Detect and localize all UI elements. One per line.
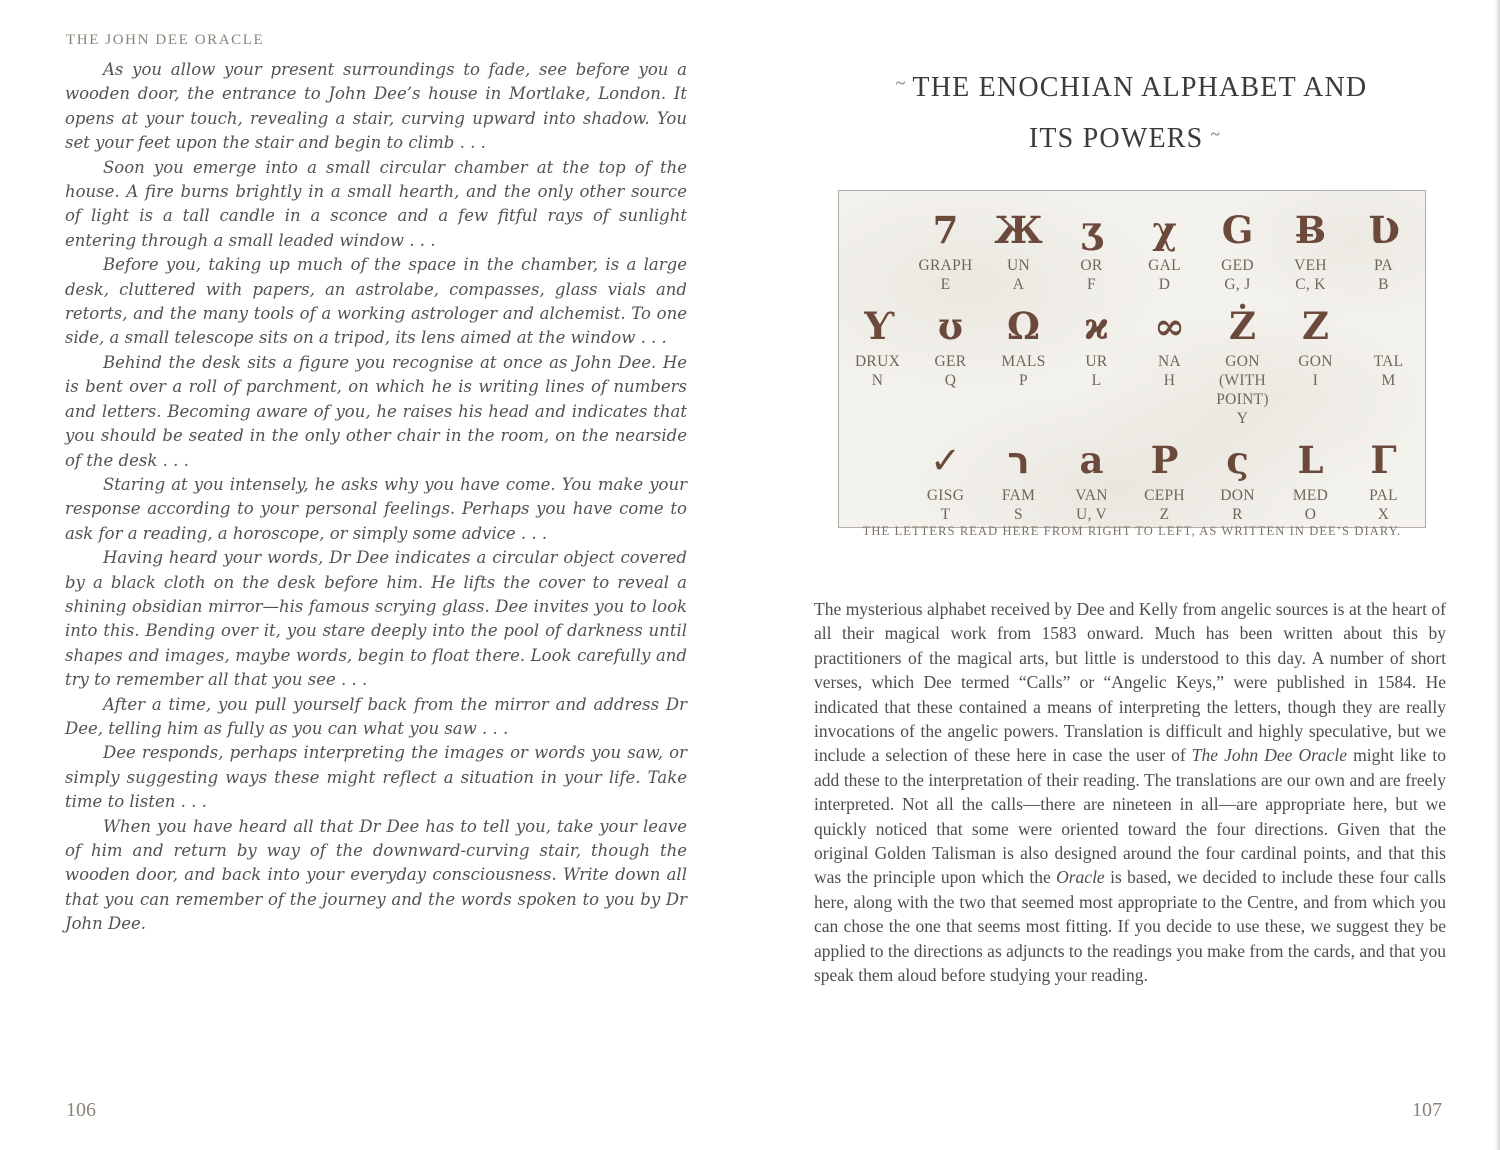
letter-cell <box>1347 434 1420 524</box>
letter-cell <box>1055 434 1128 524</box>
enochian-glyph: a <box>1079 438 1104 482</box>
letter-cell <box>909 434 982 524</box>
panel-caption: THE LETTERS READ HERE FROM RIGHT TO LEFT, AS WRITTEN IN DEE’S DIARY. <box>862 524 1402 538</box>
letter-cell <box>1128 434 1201 524</box>
letter-row <box>839 204 1425 294</box>
page-number-left: 106 <box>66 1099 96 1121</box>
tilde-ornament: ~ <box>1210 124 1221 144</box>
book-title-italic: Oracle <box>1056 867 1105 888</box>
chapter-title-line2: ITS POWERS ~ <box>1028 123 1221 154</box>
meditation-paragraph: When you have heard all that Dr Dee has to tell you, take your leave of him and return by way of the downward-curving stair, though the wooden door, and back into your everyday consciousness. Write down all that you can remember of the journey and the words spoken to you by Dr John Dee. <box>65 816 687 934</box>
letter-cell <box>1352 300 1425 390</box>
meditation-text <box>65 58 687 937</box>
letter-name: DON <box>1220 487 1255 504</box>
enochian-glyph: Ʋ <box>1367 208 1400 252</box>
letter-cell <box>1274 434 1347 524</box>
letter-latin: B <box>1378 276 1389 293</box>
chapter-title <box>812 60 1444 162</box>
enochian-glyph: P <box>1150 438 1179 482</box>
letter-latin: Y <box>1236 410 1249 427</box>
letter-cell <box>1201 204 1274 294</box>
letter-name: PAL <box>1369 487 1398 504</box>
letter-name: NA <box>1158 353 1181 370</box>
letter-name: UN <box>1007 257 1030 274</box>
letter-latin: Q <box>944 372 957 389</box>
letter-name: CEPH <box>1144 487 1185 504</box>
enochian-glyph: ר <box>1007 438 1030 482</box>
letter-latin: T <box>940 506 951 523</box>
enochian-alphabet-panel <box>838 190 1426 538</box>
meditation-paragraph: Before you, taking up much of the space in the chamber, is a large desk, cluttered with papers, an astrolabe, compasses, glass vials and retorts, and the many tools of a working astrologer and alchemist. To one side, a small telescope sits on a tripod, its lens aimed at the window . . . <box>65 255 687 348</box>
enochian-glyph: Ż <box>1228 304 1256 348</box>
meditation-paragraph: Staring at you intensely, he asks why you have come. You make your response according to your personal feelings. Perhaps you have come to ask for a reading, a horoscope, or simply some advice . . . <box>65 474 687 543</box>
letter-name: FAM <box>1001 487 1036 504</box>
letter-latin: S <box>1014 506 1023 523</box>
letter-cell <box>1055 204 1128 294</box>
running-head: THE JOHN DEE ORACLE <box>66 32 265 48</box>
enochian-glyph: Ω <box>1007 304 1040 348</box>
letter-cell <box>1274 204 1347 294</box>
letter-cell <box>914 300 987 390</box>
book-title-italic: The John Dee Oracle <box>1191 745 1348 766</box>
enochian-glyph: ʒ <box>1080 208 1102 252</box>
letter-latin: U, V <box>1075 506 1108 523</box>
letter-cell <box>1347 204 1420 294</box>
letter-latin: L <box>1091 372 1102 389</box>
enochian-glyph: ʊ <box>937 304 964 348</box>
letter-latin: M <box>1381 372 1396 389</box>
enochian-glyph: Ƀ <box>1294 208 1327 252</box>
letter-name: DRUX <box>854 353 901 370</box>
letter-latin: F <box>1087 276 1096 293</box>
letter-latin: A <box>1012 276 1025 293</box>
enochian-glyph: G <box>1221 208 1254 252</box>
letter-cell <box>1206 300 1279 428</box>
letter-latin: P <box>1019 372 1028 389</box>
letter-cell <box>909 204 982 294</box>
enochian-glyph: χ <box>1152 208 1177 252</box>
letter-cell <box>841 300 914 390</box>
letter-name: GER <box>934 353 967 370</box>
enochian-glyph <box>1352 300 1425 352</box>
enochian-glyph: ς <box>1226 438 1249 482</box>
enochian-glyph: Ƴ <box>864 304 891 348</box>
meditation-paragraph: Behind the desk sits a figure you recognise at once as John Dee. He is bent over a roll of parchment, on which he is writing lines of numbers and letters. Becoming aware of you, he raises his head and indicates that you should be seated in the only other chair in the room, on the nearside of the desk . . . <box>65 352 687 470</box>
letter-name: GED <box>1221 257 1254 274</box>
letter-row <box>839 434 1425 524</box>
page-number-right: 107 <box>1412 1099 1442 1121</box>
body-paragraph: The mysterious alphabet received by Dee and Kelly from angelic sources is at the heart of all their magical work from 1583 onward. Much has been written about this by practitioners of the magical arts, but little is understood to this day. A number of short verses, which Dee termed “Calls” or “Angelic Keys,” were published in 1584. He indicated that these contained a means of interpreting the letters, though they are really invocations of the angelic powers. Translation is difficult and highly speculative, but we include a selection of these here in case the user of The John Dee Oracle might like to add these to the interpretation of their reading. The translations are our own and are freely interpreted. Not all the calls—there are nineteen in all—are appropriate here, but we quickly noticed that some were oriented toward the four directions. Given that the original Golden Talisman is also designed around the four cardinal points, and that this was the principle upon which the Oracle is based, we decided to include these four calls here, along with the two that seemed most appropriate to the Centre, and from which you can chose the one that seems most fitting. If you decide to use these, we suggest they be applied to the directions as adjuncts to the readings you make from the cards, and that you speak them aloud before studying your reading. <box>814 599 1446 986</box>
letter-latin: D <box>1158 276 1171 293</box>
enochian-glyph: ϰ <box>1084 304 1109 348</box>
meditation-paragraph: Dee responds, perhaps interpreting the images or words you saw, or simply suggesting ways these might reflect a situation in your life. Take time to listen . . . <box>65 743 687 812</box>
letter-latin: G, J <box>1224 276 1251 293</box>
book-edge <box>1495 0 1500 1150</box>
letter-latin: C, K <box>1295 276 1326 293</box>
enochian-glyph: ∞ <box>1154 304 1185 348</box>
enochian-glyph: L <box>1297 438 1324 482</box>
alphabet-rows <box>839 191 1425 524</box>
meditation-paragraph: After a time, you pull yourself back from the mirror and address Dr Dee, telling him as fully as you can what you saw . . . <box>65 694 687 738</box>
meditation-paragraph: Soon you emerge into a small circular chamber at the top of the house. A fire burns brightly in a small hearth, and the only other source of light is a tall candle in a sconce and a few fitful rays of sunlight entering through a small leaded window . . . <box>65 157 687 250</box>
letter-cell <box>1060 300 1133 390</box>
letter-name: OR <box>1080 257 1103 274</box>
letter-name: VAN <box>1075 487 1108 504</box>
letter-name: UR <box>1085 353 1108 370</box>
letter-cell <box>1128 204 1201 294</box>
letter-row <box>839 300 1425 428</box>
letter-cell <box>987 300 1060 390</box>
letter-cell <box>982 204 1055 294</box>
enochian-glyph: Z <box>1301 304 1329 348</box>
enochian-glyph: Γ <box>1370 438 1397 482</box>
meditation-paragraph: As you allow your present surroundings to fade, see before you a wooden door, the entrance to John Dee’s house in Mortlake, London. It opens at your touch, revealing a stair, curving upward into shadow. You set your feet upon the stair and begin to climb . . . <box>65 60 687 153</box>
letter-name: GISG <box>926 487 965 504</box>
meditation-paragraph: Having heard your words, Dr Dee indicates a circular object covered by a black cloth on the desk before him. He lifts the cover to reveal a shining obsidian mirror—his famous scrying glass. Dee invites you to look into this. Bending over it, you stare deeply into the pool of darkness until shapes and images, maybe words, begin to float there. Look carefully and try to remember all that you see . . . <box>65 548 687 690</box>
letter-latin: R <box>1232 506 1243 523</box>
letter-name: GAL <box>1148 257 1181 274</box>
letter-latin: O <box>1304 506 1317 523</box>
letter-cell <box>982 434 1055 524</box>
letter-name: PA <box>1374 257 1393 274</box>
letter-name: TAL <box>1373 353 1404 370</box>
letter-latin: E <box>940 276 951 293</box>
enochian-glyph: Ж <box>994 208 1043 252</box>
letter-name: GON <box>1298 353 1333 370</box>
letter-latin: I <box>1312 372 1319 389</box>
letter-cell <box>1279 300 1352 390</box>
letter-latin: H <box>1163 372 1176 389</box>
letter-latin: Z <box>1159 506 1170 523</box>
letter-name: GON (WITH POINT) <box>1216 353 1269 408</box>
letter-name: GRAPH <box>918 257 973 274</box>
letter-name: VEH <box>1294 257 1327 274</box>
enochian-glyph: 7 <box>932 208 959 252</box>
letter-name: MALS <box>1001 353 1046 370</box>
letter-latin: X <box>1377 506 1390 523</box>
letter-cell <box>1201 434 1274 524</box>
letter-name: MED <box>1292 487 1329 504</box>
enochian-glyph: ✓ <box>929 438 961 482</box>
chapter-title-line1: ~ THE ENOCHIAN ALPHABET AND <box>895 72 1368 103</box>
tilde-ornament: ~ <box>895 73 906 93</box>
letter-cell <box>1133 300 1206 390</box>
letter-latin: N <box>871 372 884 389</box>
